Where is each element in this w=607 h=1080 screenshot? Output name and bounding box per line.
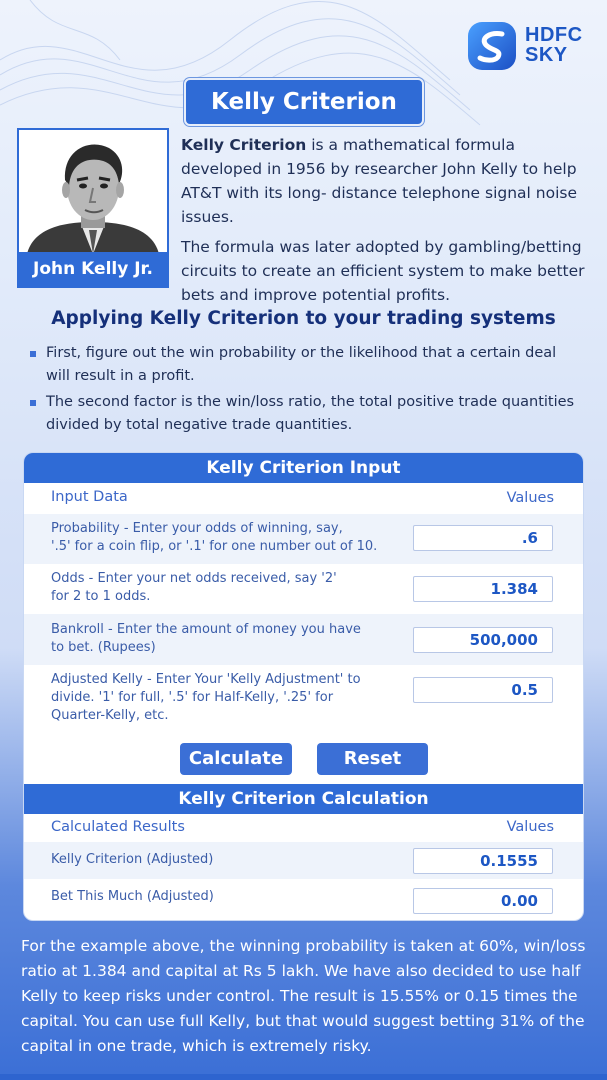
calculate-button[interactable]: Calculate bbox=[180, 743, 292, 775]
input-row-label bbox=[51, 621, 361, 657]
result-row-bet-amount bbox=[24, 879, 583, 917]
label-line: Quarter-Kelly, etc. bbox=[51, 708, 169, 723]
intro-definition: is a mathematical formula developed in 1956 by researcher John Kelly to help AT&T with its long- distance telephone signal noise issues. bbox=[181, 136, 578, 226]
intro-paragraph-1 bbox=[181, 133, 596, 229]
reset-button[interactable]: Reset bbox=[317, 743, 428, 775]
portrait-caption: John Kelly Jr. bbox=[19, 252, 167, 286]
kelly-criterion-result: 0.1555 bbox=[413, 848, 553, 874]
input-row-probability bbox=[24, 514, 583, 564]
input-row-odds bbox=[24, 564, 583, 614]
input-values-column-header: Values bbox=[506, 490, 554, 506]
result-row-label: Kelly Criterion (Adjusted) bbox=[51, 852, 214, 867]
bankroll-input[interactable]: 500,000 bbox=[413, 627, 553, 653]
input-row-label bbox=[51, 671, 361, 725]
input-row-adjusted-kelly bbox=[24, 665, 583, 733]
input-row-label bbox=[51, 570, 337, 606]
example-explanation: For the example above, the winning probability is taken at 60%, win/loss ratio at 1.384 and capital at Rs 5 lakh. We have also decided to use half Kelly to keep risks under control. The result is 15.55% or 0.15 times the capital. You can use full Kelly, but that would suggest betting 31% of the capital in one trade, which is extremely risky. bbox=[21, 937, 586, 1055]
bullet-item: The second factor is the win/loss ratio, the total positive trade quantities divided by total negative trade quantities. bbox=[28, 391, 583, 437]
input-data-column-header: Input Data bbox=[51, 489, 128, 505]
label-line: to bet. (Rupees) bbox=[51, 640, 156, 655]
brand-line-2: SKY bbox=[525, 44, 568, 66]
bullet-list bbox=[28, 342, 583, 440]
label-line: for 2 to 1 odds. bbox=[51, 589, 151, 604]
adjusted-kelly-input[interactable]: 0.5 bbox=[413, 677, 553, 703]
calculated-values-column-header: Values bbox=[506, 819, 554, 835]
result-row-label: Bet This Much (Adjusted) bbox=[51, 889, 214, 904]
label-line: divide. '1' for full, '.5' for Half-Kelly, '.25' for bbox=[51, 690, 334, 705]
label-line: '.5' for a coin flip, or '.1' for one number out of 10. bbox=[51, 539, 378, 554]
page-title: Kelly Criterion bbox=[184, 78, 424, 126]
bullet-item: First, figure out the win probability or the likelihood that a certain deal will result in a profit. bbox=[28, 342, 583, 388]
bottom-accent-bar bbox=[0, 1074, 607, 1080]
label-line: Odds - Enter your net odds received, say '2' bbox=[51, 571, 337, 586]
brand-line-1: HDFC bbox=[525, 24, 583, 46]
intro-term: Kelly Criterion bbox=[181, 136, 307, 154]
calculated-results-column-header: Calculated Results bbox=[51, 819, 185, 835]
kelly-calculator-card bbox=[23, 452, 584, 921]
section-heading: Applying Kelly Criterion to your trading systems bbox=[51, 308, 556, 329]
probability-input[interactable]: .6 bbox=[413, 525, 553, 551]
calculation-section-header: Kelly Criterion Calculation bbox=[24, 784, 583, 814]
intro-paragraph-2: The formula was later adopted by gambling/betting circuits to create an efficient system to make better bets and improve potential profits. bbox=[181, 238, 585, 304]
input-section-header: Kelly Criterion Input bbox=[24, 453, 583, 483]
result-row-kelly-criterion bbox=[24, 842, 583, 879]
intro-text bbox=[181, 133, 596, 313]
input-row-bankroll bbox=[24, 614, 583, 665]
label-line: Probability - Enter your odds of winning, say, bbox=[51, 521, 343, 536]
hdfc-sky-logo-icon bbox=[466, 20, 518, 72]
label-line: Bankroll - Enter the amount of money you have bbox=[51, 622, 361, 637]
odds-input[interactable]: 1.384 bbox=[413, 576, 553, 602]
label-line: Adjusted Kelly - Enter Your 'Kelly Adjustment' to bbox=[51, 672, 361, 687]
hdfc-sky-logo bbox=[466, 20, 588, 72]
portrait-card bbox=[17, 128, 169, 288]
input-row-label bbox=[51, 520, 377, 556]
bet-amount-result: 0.00 bbox=[413, 888, 553, 914]
john-kelly-portrait-illustration bbox=[19, 130, 167, 254]
